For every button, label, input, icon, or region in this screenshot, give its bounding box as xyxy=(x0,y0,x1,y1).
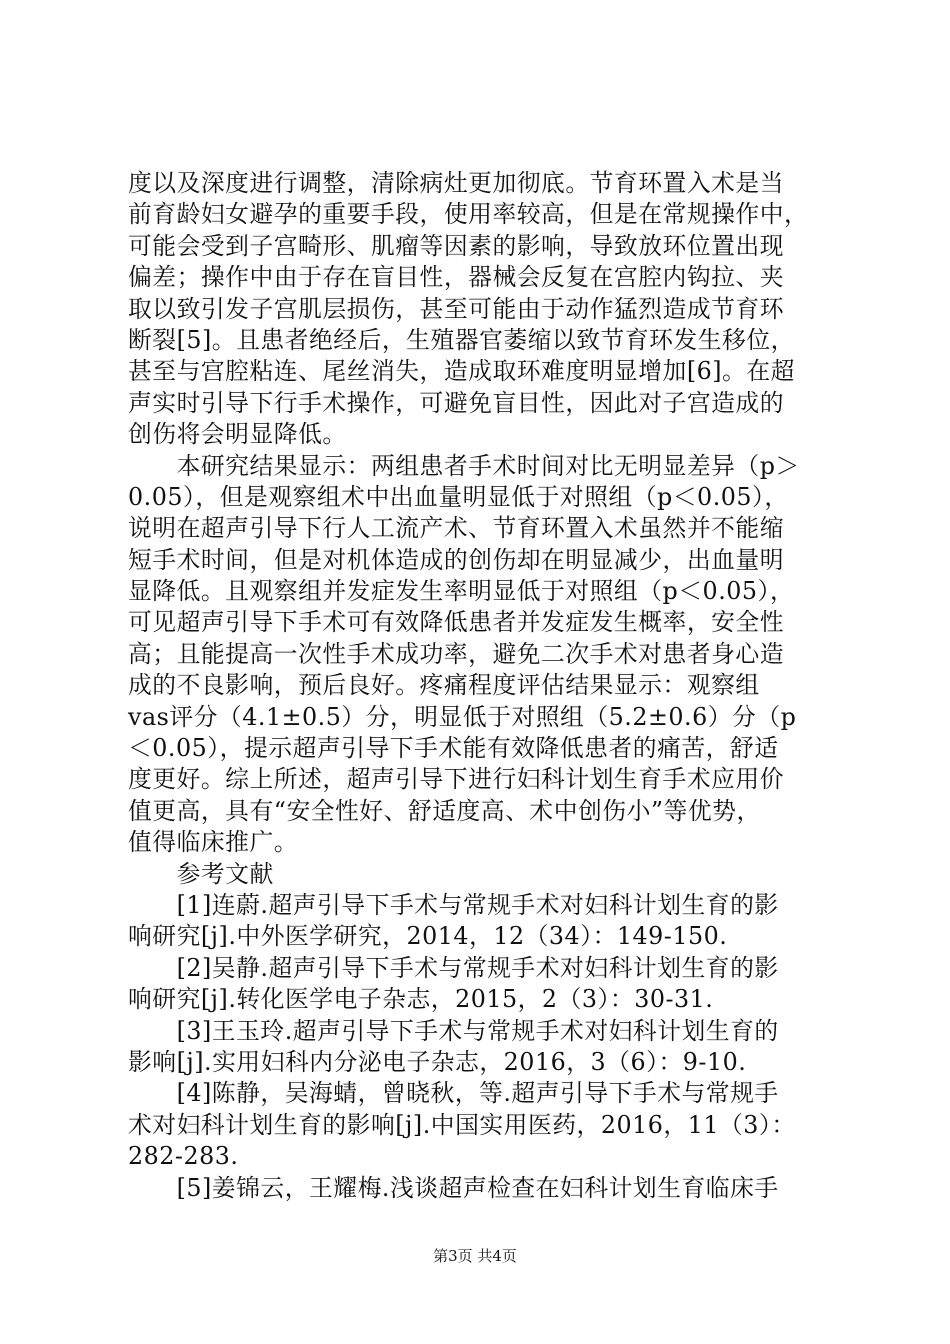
reference-line: 响研究[j].中外医学研究，2014，12（34）：149-150. xyxy=(128,922,728,951)
reference-line: 响研究[j].转化医学电子杂志，2015，2（3）：30-31. xyxy=(128,985,714,1014)
references-heading: 参考文献 xyxy=(128,859,274,888)
text-line: 说明在超声引导下行人工流产术、节育环置入术虽然并不能缩 xyxy=(128,514,785,543)
text-line: 可能会受到子宫畸形、肌瘤等因素的影响，导致放环位置出现 xyxy=(128,231,785,260)
text-line: 度以及深度进行调整，清除病灶更加彻底。节育环置入术是当 xyxy=(128,169,785,197)
text-line: 度更好。综上所述，超声引导下进行妇科计划生育手术应用价 xyxy=(128,765,785,794)
text-line: 前育龄妇女避孕的重要手段，使用率较高，但是在常规操作中， xyxy=(128,200,809,229)
text-line: 高；且能提高一次性手术成功率，避免二次手术对患者身心造 xyxy=(128,639,785,668)
reference-line: [3]王玉玲.超声引导下手术与常规手术对妇科计划生育的 xyxy=(128,1016,779,1045)
text-line: 0.05），但是观察组术中出血量明显低于对照组（p＜0.05）， xyxy=(128,482,789,511)
text-line: 创伤将会明显降低。 xyxy=(128,420,347,449)
page-number-label: 第3页 共4页 xyxy=(433,1247,517,1265)
text-line: 值得临床推广。 xyxy=(128,828,299,857)
text-line: 值更高，具有“安全性好、舒适度高、术中创伤小”等优势， xyxy=(128,796,761,825)
reference-line: [2]吴静.超声引导下手术与常规手术对妇科计划生育的影 xyxy=(128,953,779,982)
reference-line: 影响[j].实用妇科内分泌电子杂志，2016，3（6）：9-10. xyxy=(128,1047,747,1076)
text-line: 本研究结果显示：两组患者手术时间对比无明显差异（p＞ xyxy=(128,451,800,480)
reference-line: [5]姜锦云，王耀梅.浅谈超声检查在妇科计划生育临床手 xyxy=(128,1173,779,1202)
text-line: ＜0.05），提示超声引导下手术能有效降低患者的痛苦，舒适 xyxy=(128,734,779,763)
text-line: 短手术时间，但是对机体造成的创伤却在明显减少，出血量明 xyxy=(128,545,785,574)
text-line: 甚至与宫腔粘连、尾丝消失，造成取环难度明显增加[6]。在超 xyxy=(128,357,795,386)
reference-line: [4]陈静，吴海蜻，曾晓秋，等.超声引导下手术与常规手 xyxy=(128,1079,779,1108)
document-body xyxy=(128,168,833,1204)
text-line: 取以致引发子宫肌层损伤，甚至可能由于动作猛烈造成节育环 xyxy=(128,294,785,323)
text-line: 偏差；操作中由于存在盲目性，器械会反复在宫腔内钩拉、夹 xyxy=(128,263,785,292)
text-line: 可见超声引导下手术可有效降低患者并发症发生概率，安全性 xyxy=(128,608,785,637)
page-footer xyxy=(0,1246,950,1266)
text-line: 显降低。且观察组并发症发生率明显低于对照组（p＜0.05）， xyxy=(128,577,795,606)
reference-line: 282-283. xyxy=(128,1142,239,1171)
text-line: 声实时引导下行手术操作，可避免盲目性，因此对子宫造成的 xyxy=(128,388,785,417)
text-line: vas评分（4.1±0.5）分，明显低于对照组（5.2±0.6）分（p xyxy=(128,702,797,731)
text-line: 断裂[5]。且患者绝经后，生殖器官萎缩以致节育环发生移位， xyxy=(128,325,795,354)
reference-line: [1]连蔚.超声引导下手术与常规手术对妇科计划生育的影 xyxy=(128,890,779,919)
reference-line: 术对妇科计划生育的影响[j].中国实用医药，2016，11（3）： xyxy=(128,1110,796,1139)
text-line: 成的不良影响，预后良好。疼痛程度评估结果显示：观察组 xyxy=(128,671,760,700)
